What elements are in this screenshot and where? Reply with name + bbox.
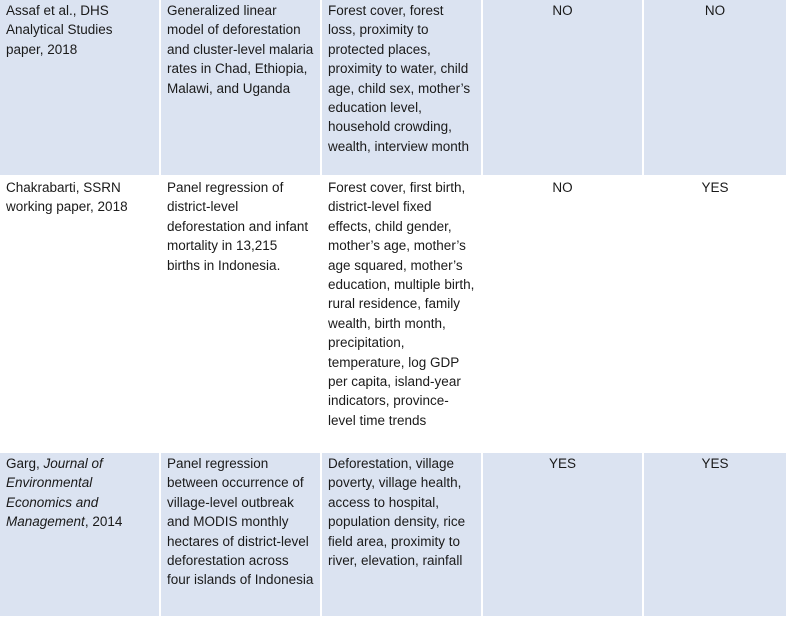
study-cell — [0, 452, 160, 617]
study-citation-line: Analytical Studies — [6, 22, 113, 38]
controls-cell: Forest cover, forest loss, proximity to protected places, proximity to water, child age, child sex, mother’s education level, household crowding, wealth, interview month — [321, 0, 482, 176]
study-citation-line: working paper, 2018 — [6, 199, 128, 215]
study-year: , 2014 — [84, 514, 123, 530]
yes-no-cell: NO — [482, 0, 643, 176]
study-cell — [0, 0, 160, 176]
study-cell — [0, 176, 160, 452]
method-cell: Panel regression between occurrence of village-level outbreak and MODIS monthly hectares of district-level deforestation across four islands of Indonesia — [160, 452, 321, 617]
study-citation-line: Chakrabarti, SSRN — [6, 180, 121, 195]
yes-no-cell: NO — [482, 176, 643, 452]
table-row — [0, 176, 786, 452]
study-author: Garg, — [6, 456, 44, 471]
yes-no-cell: NO — [643, 0, 786, 176]
method-cell: Generalized linear model of deforestation and cluster-level malaria rates in Chad, Ethiopia, Malawi, and Uganda — [160, 0, 321, 176]
yes-no-cell: YES — [482, 452, 643, 617]
study-journal: Journal of Environmental Economics and Management — [6, 456, 103, 530]
yes-no-cell: YES — [643, 452, 786, 617]
table-row — [0, 452, 786, 617]
controls-cell: Deforestation, village poverty, village health, access to hospital, population density, rice field area, proximity to river, elevation, rainfall — [321, 452, 482, 617]
study-citation-line: Assaf et al., DHS — [6, 3, 109, 18]
method-cell: Panel regression of district-level deforestation and infant mortality in 13,215 births in Indonesia. — [160, 176, 321, 452]
study-citation-line: paper, 2018 — [6, 41, 78, 57]
controls-cell: Forest cover, first birth, district-level fixed effects, child gender, mother’s age, mother’s age squared, mother’s education, multiple birth, rural residence, family wealth, birth month, precipitation, temperature, log GDP per capita, island-year indicators, province-level time trends — [321, 176, 482, 452]
table-row — [0, 0, 786, 176]
yes-no-cell: YES — [643, 176, 786, 452]
